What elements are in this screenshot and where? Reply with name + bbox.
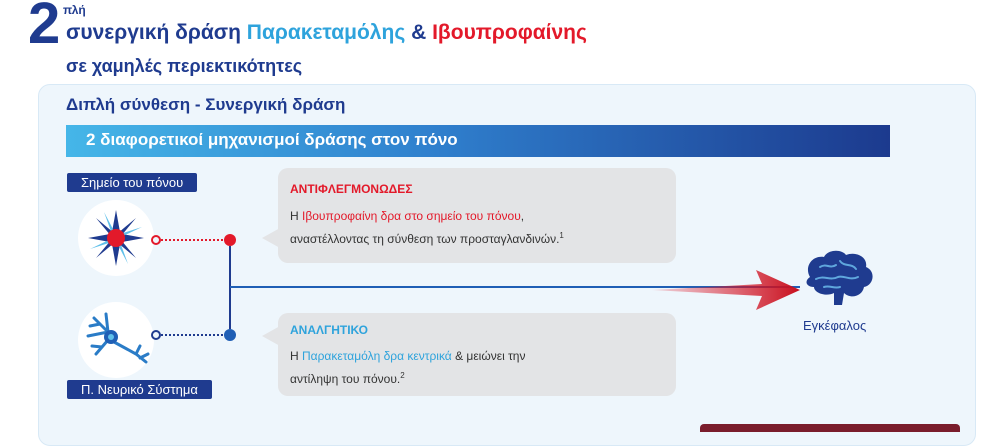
an-ref: 2 xyxy=(400,371,405,380)
top-end-dot xyxy=(224,234,236,246)
analgesic-line2 xyxy=(290,366,405,389)
ai-ref: 1 xyxy=(559,231,564,240)
ai-line1-drug: Ιβουπροφαίνη δρα στο σημείο του πόνου xyxy=(302,209,521,223)
analgesic-line1 xyxy=(290,346,525,366)
an-line1-pre: Η xyxy=(290,349,302,363)
analgesic-title: ΑΝΑΛΓΗΤΙΚΟ xyxy=(290,323,368,337)
headline-ibuprofen: Ιβουπροφαίνης xyxy=(432,21,587,44)
an-line2: αντίληψη του πόνου. xyxy=(290,372,401,386)
inflammation-circle xyxy=(78,200,154,276)
arrow-icon xyxy=(652,268,802,312)
footer-bar-partial xyxy=(700,424,960,432)
tag-pain-site: Σημείο του πόνου xyxy=(67,173,197,192)
ai-line1-pre: Η xyxy=(290,209,302,223)
neuron-circle xyxy=(78,302,154,378)
tag-nervous-system: Π. Νευρικό Σύστημα xyxy=(67,380,212,399)
top-start-dot xyxy=(152,236,160,244)
big-number-two: 2 xyxy=(28,0,59,56)
anti-inflammatory-line1 xyxy=(290,206,524,226)
an-line1-post: & μειώνει την xyxy=(451,349,526,363)
section-banner-text: 2 διαφορετικοί μηχανισμοί δράσης στον πόνο xyxy=(86,130,458,149)
anti-inflammatory-line2 xyxy=(290,226,564,249)
headline xyxy=(66,21,587,45)
bottom-start-dot xyxy=(152,331,160,339)
bubble-bottom-pointer xyxy=(262,326,280,346)
headline-pre: συνεργική δράση xyxy=(66,21,247,44)
brain-label: Εγκέφαλος xyxy=(803,318,867,333)
bottom-end-dot xyxy=(224,329,236,341)
brain-icon xyxy=(800,247,880,311)
superscript-pli: πλή xyxy=(63,3,86,17)
headline-paracetamol: Παρακεταμόλης xyxy=(246,21,406,44)
neuron-icon xyxy=(78,302,154,378)
an-line1-drug: Παρακεταμόλη δρα κεντρικά xyxy=(302,349,452,363)
headline-amp: & xyxy=(405,21,433,44)
inflammation-cell-icon xyxy=(78,200,154,276)
subheadline: σε χαμηλές περιεκτικότητες xyxy=(66,56,303,76)
ai-line1-post: , xyxy=(520,209,525,223)
bubble-top-pointer xyxy=(262,228,280,248)
section-banner xyxy=(66,125,890,157)
section-title: Διπλή σύνθεση - Συνεργική δράση xyxy=(66,95,346,114)
anti-inflammatory-title: ΑΝΤΙΦΛΕΓΜΟΝΩΔΕΣ xyxy=(290,182,413,196)
ai-line2: αναστέλλοντας τη σύνθεση των προσταγλανδινών. xyxy=(290,232,560,246)
